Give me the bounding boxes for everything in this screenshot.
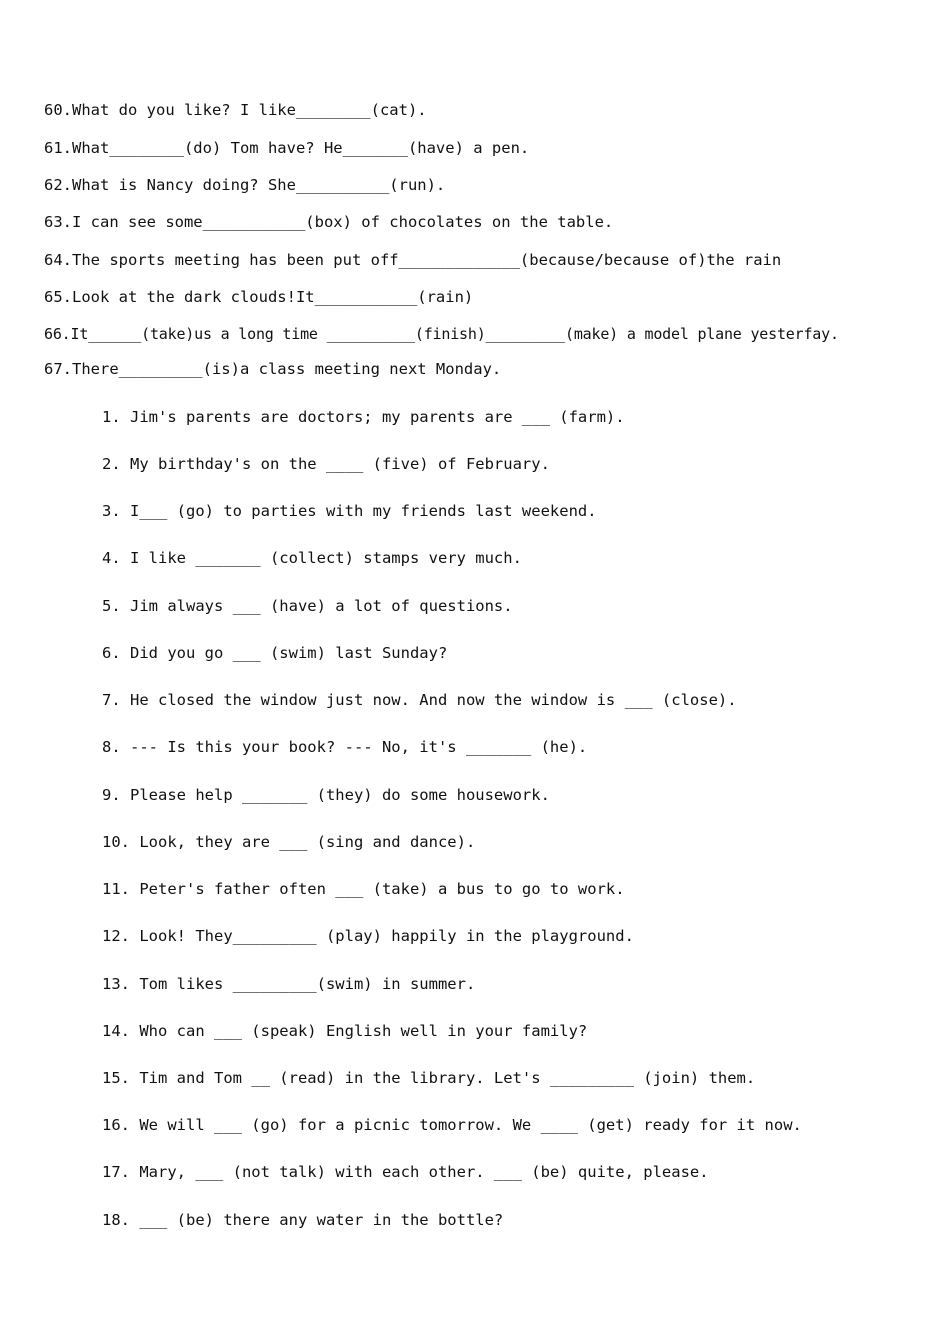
- exercise-17: 17. Mary, ___ (not talk) with each other. ___ (be) quite, please.: [102, 1163, 709, 1181]
- exercise-67: 67.There_________(is)a class meeting next Monday.: [44, 360, 502, 378]
- exercise-66: 66.It______(take)us a long time __________(finish)_________(make) a model plane yesterfay.: [44, 325, 839, 343]
- exercise-8: 8. --- Is this your book? --- No, it's _______ (he).: [102, 738, 588, 756]
- exercise-65: 65.Look at the dark clouds!It___________(rain): [44, 288, 474, 306]
- exercise-64: 64.The sports meeting has been put off_____________(because/because of)the rain: [44, 251, 782, 269]
- exercise-63: 63.I can see some___________(box) of chocolates on the table.: [44, 213, 614, 231]
- exercise-1: 1. Jim's parents are doctors; my parents are ___ (farm).: [102, 408, 625, 426]
- exercise-6: 6. Did you go ___ (swim) last Sunday?: [102, 644, 448, 662]
- exercise-14: 14. Who can ___ (speak) English well in your family?: [102, 1022, 588, 1040]
- exercise-5: 5. Jim always ___ (have) a lot of questions.: [102, 597, 513, 615]
- exercise-16: 16. We will ___ (go) for a picnic tomorrow. We ____ (get) ready for it now.: [102, 1116, 802, 1134]
- exercise-3: 3. I___ (go) to parties with my friends last weekend.: [102, 502, 597, 520]
- exercise-60: 60.What do you like? I like________(cat).: [44, 101, 427, 119]
- exercise-62: 62.What is Nancy doing? She__________(run).: [44, 176, 446, 194]
- exercise-2: 2. My birthday's on the ____ (five) of February.: [102, 455, 550, 473]
- exercise-10: 10. Look, they are ___ (sing and dance).: [102, 833, 476, 851]
- exercise-18: 18. ___ (be) there any water in the bottle?: [102, 1211, 504, 1229]
- exercise-4: 4. I like _______ (collect) stamps very much.: [102, 549, 522, 567]
- exercise-9: 9. Please help _______ (they) do some housework.: [102, 786, 550, 804]
- exercise-11: 11. Peter's father often ___ (take) a bus to go to work.: [102, 880, 625, 898]
- exercise-13: 13. Tom likes _________(swim) in summer.: [102, 975, 476, 993]
- exercise-15: 15. Tim and Tom __ (read) in the library. Let's _________ (join) them.: [102, 1069, 756, 1087]
- exercise-61: 61.What________(do) Tom have? He_______(have) a pen.: [44, 139, 530, 157]
- exercise-12: 12. Look! They_________ (play) happily in the playground.: [102, 927, 634, 945]
- exercise-7: 7. He closed the window just now. And now the window is ___ (close).: [102, 691, 737, 709]
